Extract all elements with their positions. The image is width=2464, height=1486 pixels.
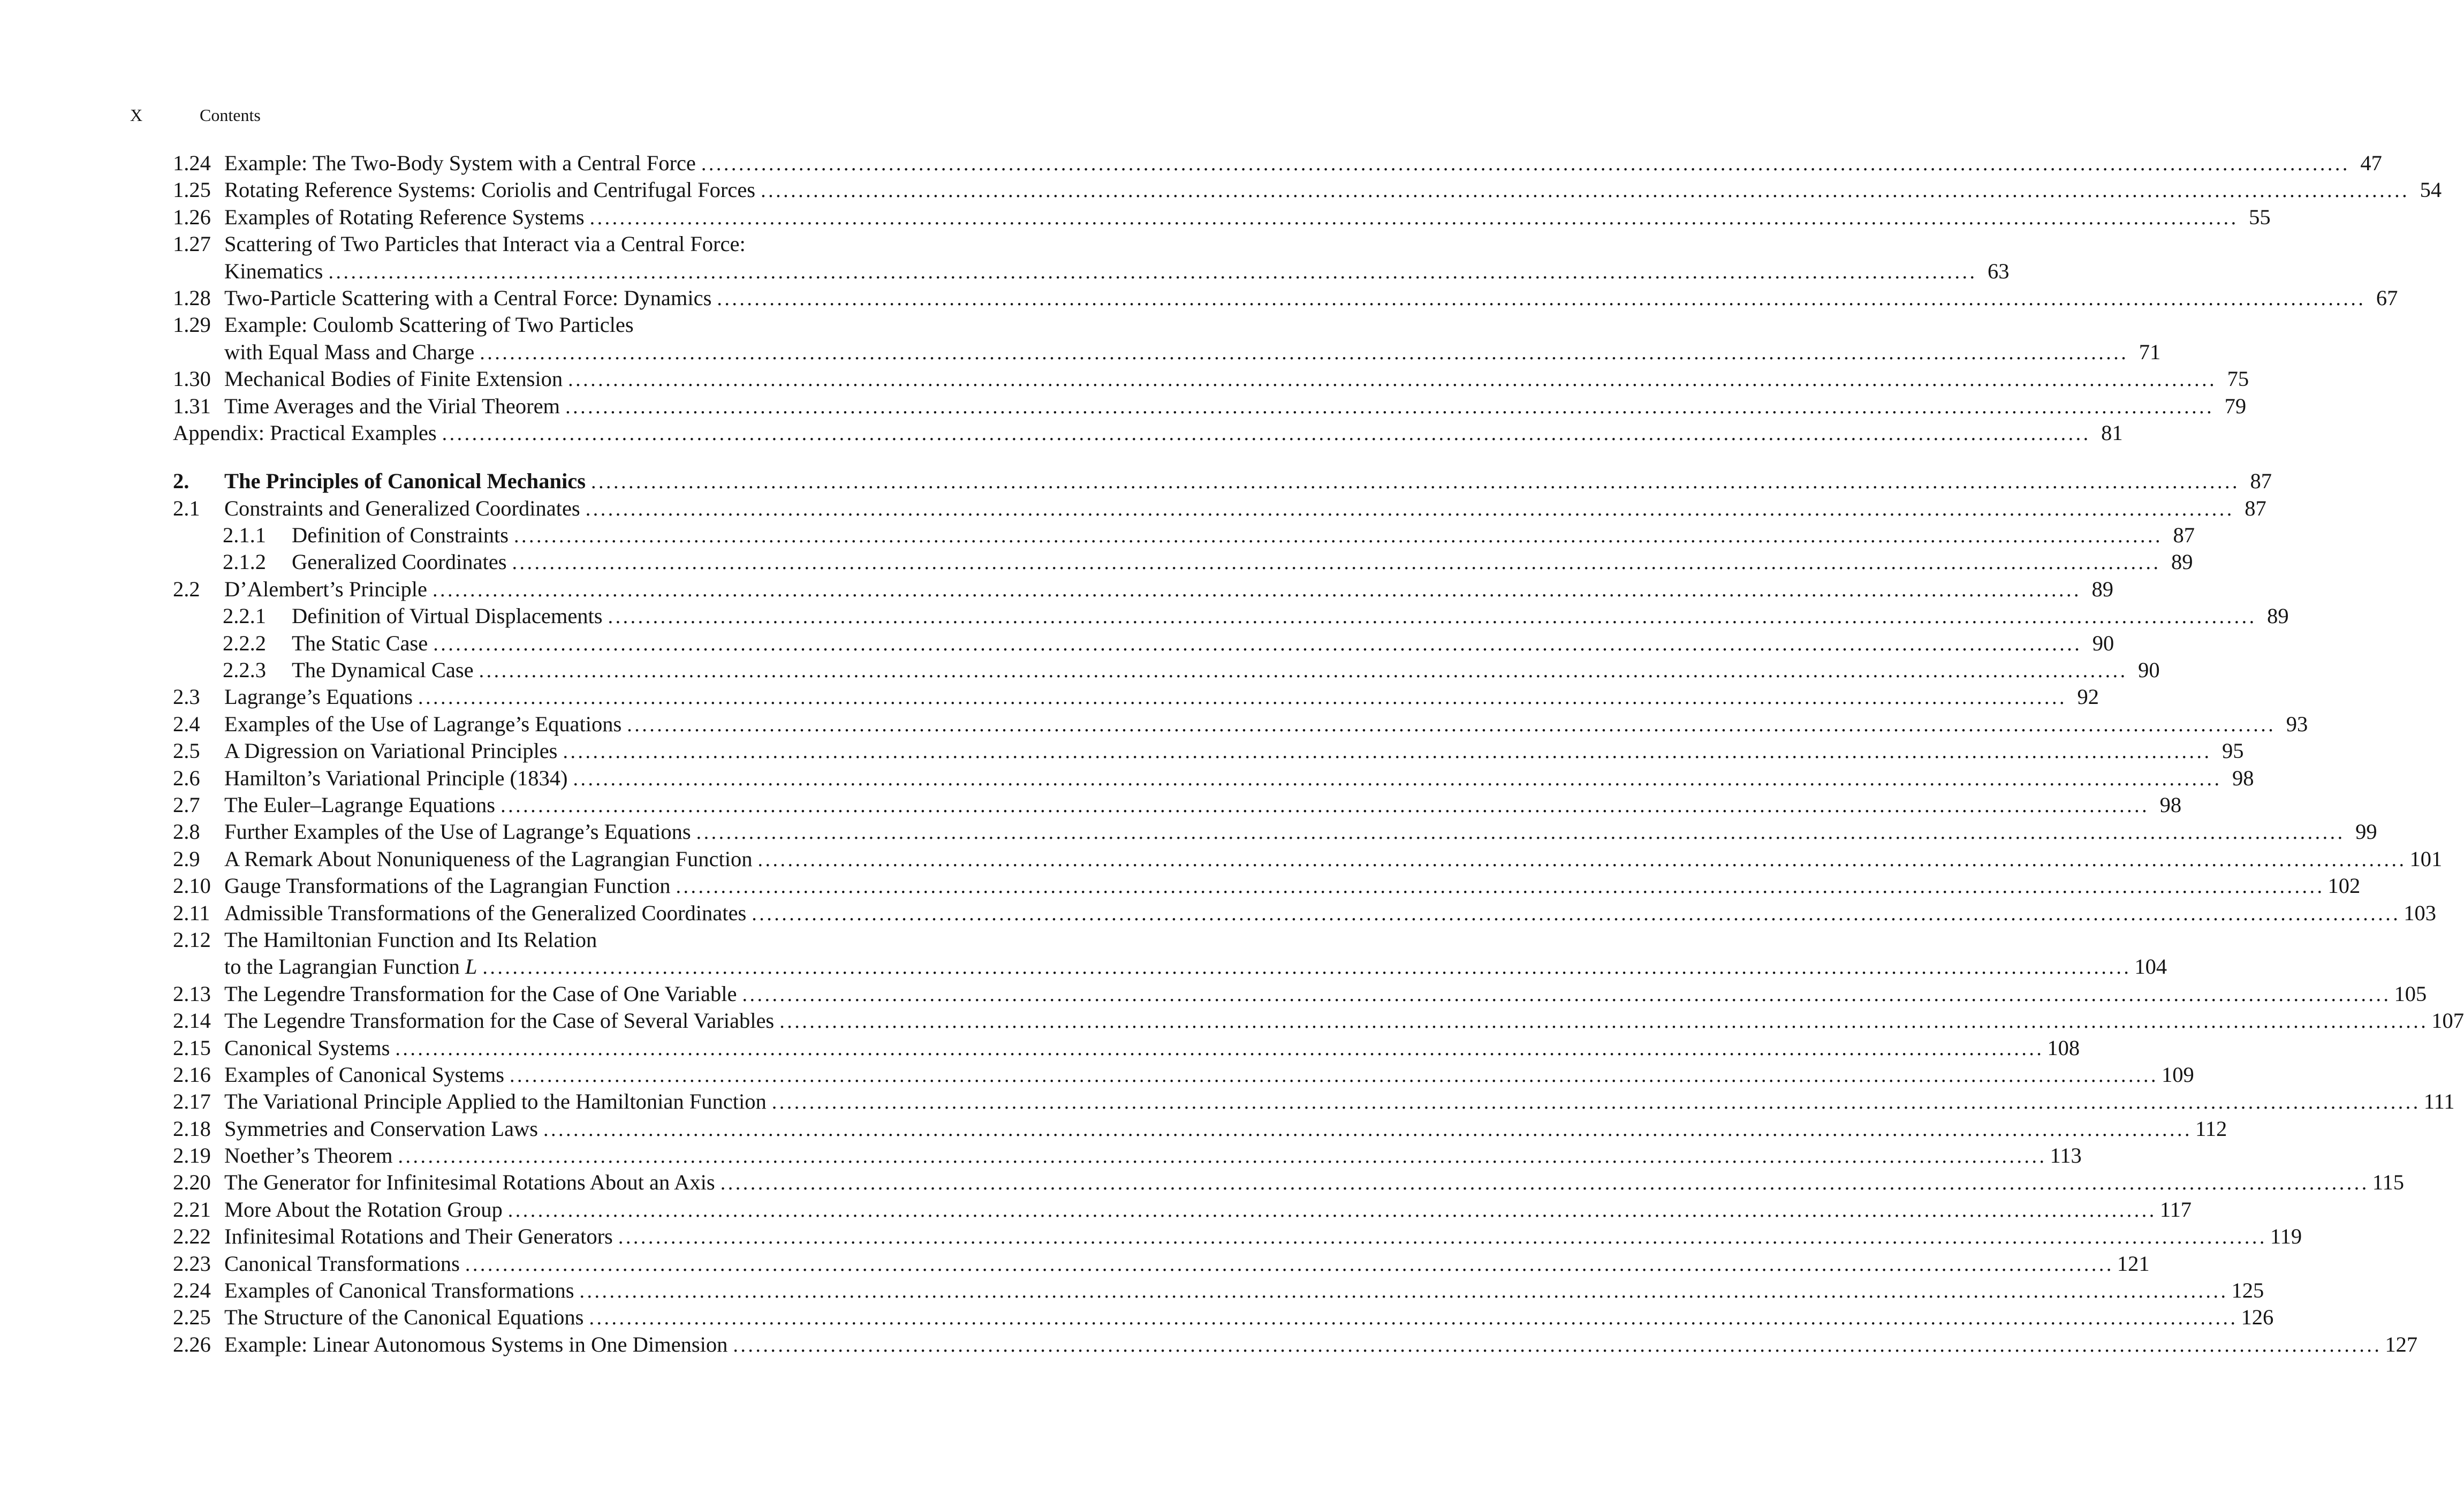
dot-leader: ............................................................................................................................................................................................................................ [717, 287, 2366, 310]
toc-entry-number: 2.20 [173, 1170, 211, 1195]
toc-entry-number: 1.30 [173, 367, 211, 391]
toc-entry [173, 1169, 2404, 1196]
dot-leader: ............................................................................................................................................................................................................................ [433, 578, 2082, 601]
toc-entry-line [224, 177, 2442, 204]
toc-entry-title: Constraints and Generalized Coordinates [224, 496, 580, 520]
toc-entry-title: The Structure of the Canonical Equations [224, 1305, 584, 1330]
dot-leader: ............................................................................................................................................................................................................................ [465, 1253, 2114, 1276]
toc-entry-line [292, 630, 2114, 657]
dot-leader: ............................................................................................................................................................................................................................ [696, 821, 2345, 844]
toc-entry-title: A Digression on Variational Principles [224, 739, 558, 763]
toc-entry-line [224, 285, 2398, 312]
toc-entry [173, 657, 2160, 684]
dot-leader: ............................................................................................................................................................................................................................ [618, 1226, 2267, 1249]
toc-entry-line [224, 1169, 2404, 1196]
toc-entry [173, 1116, 2227, 1142]
toc-entry-line [224, 846, 2443, 873]
toc-entry-line [224, 1196, 2192, 1224]
toc-entry-line [224, 1250, 2150, 1278]
toc-entry [173, 177, 2442, 203]
toc-entry [173, 468, 2272, 495]
toc-entry [173, 953, 2167, 980]
toc-entry-page: 92 [2077, 685, 2099, 709]
toc-entry [173, 1277, 2264, 1304]
toc-entry-title: with Equal Mass and Charge [224, 339, 475, 364]
toc-entry-title: Hamilton’s Variational Principle (1834) [224, 765, 568, 790]
toc-entry [173, 981, 2427, 1007]
toc-entry-line [224, 873, 2361, 900]
dot-leader: ............................................................................................................................................................................................................................ [590, 471, 2240, 494]
toc-entry-page: 121 [2117, 1251, 2150, 1276]
dot-leader: ............................................................................................................................................................................................................................ [482, 956, 2132, 979]
toc-entry-title: Symmetries and Conservation Laws [224, 1116, 539, 1141]
toc-entry-title: Canonical Transformations [224, 1251, 460, 1276]
toc-entry-title: Example: Coulomb Scattering of Two Particles [224, 313, 634, 337]
toc-entry-number: 2.2 [173, 577, 200, 601]
toc-entry-line [224, 1062, 2194, 1089]
toc-entry-page: 98 [2232, 765, 2254, 790]
toc-entry-line [224, 1277, 2264, 1305]
toc-entry-line [224, 231, 874, 258]
toc-entry [173, 339, 2161, 366]
toc-entry-page: 55 [2249, 204, 2271, 229]
toc-entry-page: 108 [2047, 1035, 2080, 1060]
toc-entry-number: 2.12 [173, 927, 211, 952]
toc-entry [173, 1223, 2302, 1250]
dot-leader: ............................................................................................................................................................................................................................ [720, 1172, 2369, 1195]
toc-entry [173, 927, 874, 953]
toc-entry-title: Lagrange’s Equations [224, 685, 413, 709]
dot-leader: ............................................................................................................................................................................................................................ [512, 551, 2161, 574]
dot-leader: ............................................................................................................................................................................................................................ [501, 794, 2150, 817]
toc-entry-page: 89 [2091, 577, 2114, 601]
toc-entry-number: 1.28 [173, 285, 211, 310]
toc-entry-number: 2.21 [173, 1197, 211, 1222]
dot-leader: ............................................................................................................................................................................................................................ [395, 1037, 2044, 1060]
toc-entry-line [292, 522, 2195, 549]
running-title: Contents [200, 105, 261, 125]
dot-leader: ............................................................................................................................................................................................................................ [442, 422, 2091, 445]
toc-entry-title: The Legendre Transformation for the Case of Several Variables [224, 1009, 775, 1033]
dot-leader: ............................................................................................................................................................................................................................ [608, 605, 2257, 628]
toc-entry-line [224, 1142, 2082, 1170]
dot-leader: ............................................................................................................................................................................................................................ [701, 153, 2350, 175]
dot-leader: ............................................................................................................................................................................................................................ [510, 1064, 2159, 1087]
toc-entry-title: Noether’s Theorem [224, 1143, 393, 1168]
toc-entry-title: Example: Linear Autonomous Systems in One Dimension [224, 1332, 728, 1356]
toc-entry-page: 126 [2241, 1305, 2274, 1330]
toc-entry-number: 2.2.3 [223, 658, 266, 683]
toc-entry-line [224, 393, 2247, 420]
toc-entry-line [224, 900, 2436, 927]
toc-entry [173, 630, 2114, 657]
toc-entry-number: 2.11 [173, 900, 210, 925]
page-folio: X [130, 105, 143, 125]
dot-leader: ............................................................................................................................................................................................................................ [479, 659, 2128, 683]
toc-entry-page: 117 [2159, 1197, 2192, 1222]
toc-entry-line [292, 603, 2289, 630]
toc-entry-number: 1.31 [173, 393, 211, 418]
toc-entry-title: The Legendre Transformation for the Case of One Variable [224, 981, 737, 1006]
dot-leader: ............................................................................................................................................................................................................................ [742, 983, 2391, 1006]
toc-entry-line [224, 150, 2382, 177]
dot-leader: ............................................................................................................................................................................................................................ [573, 767, 2222, 790]
toc-entry-line [224, 339, 2161, 366]
dot-leader: ............................................................................................................................................................................................................................ [418, 686, 2067, 709]
toc-entry-number: 2.1.1 [223, 523, 266, 548]
toc-entry-line [224, 765, 2254, 792]
toc-entry-line [224, 818, 2377, 846]
table-of-contents [173, 150, 2464, 1358]
toc-entry [173, 549, 2193, 575]
toc-entry-number: 2.26 [173, 1332, 211, 1356]
dot-leader: ............................................................................................................................................................................................................................ [733, 1333, 2382, 1356]
toc-entry-page: 112 [2195, 1116, 2227, 1141]
toc-entry-number: 1.25 [173, 178, 211, 202]
toc-entry-title: Examples of Rotating Reference Systems [224, 204, 585, 229]
toc-entry [173, 846, 2443, 873]
toc-entry [173, 873, 2361, 899]
toc-entry-line [292, 657, 2160, 684]
toc-entry-title: Rotating Reference Systems: Coriolis and Centrifugal Forces [224, 178, 756, 202]
toc-entry-page: 127 [2385, 1332, 2418, 1356]
toc-entry-page: 71 [2139, 339, 2161, 364]
toc-entry-title: The Variational Principle Applied to the Hamiltonian Function [224, 1089, 767, 1114]
toc-entry-title: The Principles of Canonical Mechanics [224, 469, 586, 494]
dot-leader: ............................................................................................................................................................................................................................ [627, 713, 2276, 736]
running-head [130, 102, 344, 128]
dot-leader: ............................................................................................................................................................................................................................ [507, 1199, 2157, 1222]
toc-entry-line [224, 1035, 2080, 1062]
toc-entry-line [292, 549, 2193, 576]
toc-entry [173, 1088, 2455, 1115]
toc-entry [173, 1331, 2418, 1358]
dot-leader: ............................................................................................................................................................................................................................ [771, 1091, 2421, 1114]
dot-leader: ............................................................................................................................................................................................................................ [568, 368, 2217, 391]
toc-entry-number: 2.16 [173, 1062, 211, 1087]
toc-entry-page: 98 [2159, 792, 2182, 817]
toc-entry-page: 111 [2423, 1089, 2455, 1114]
toc-entry-line [224, 684, 2099, 711]
toc-entry-page: 79 [2224, 393, 2247, 418]
toc-entry-page: 90 [2138, 658, 2160, 683]
toc-entry-line [224, 1007, 2464, 1035]
toc-entry-title: Kinematics [224, 259, 323, 283]
toc-entry-page: 87 [2173, 523, 2195, 548]
toc-entry-number: 2.10 [173, 874, 211, 898]
toc-entry [173, 1035, 2080, 1062]
toc-entry-page: 87 [2250, 469, 2272, 494]
dot-leader: ............................................................................................................................................................................................................................ [433, 632, 2082, 655]
toc-entry-page: 75 [2227, 367, 2249, 391]
toc-entry-title: The Hamiltonian Function and Its Relation [224, 927, 597, 952]
dot-leader: ............................................................................................................................................................................................................................ [565, 395, 2215, 418]
dot-leader: ............................................................................................................................................................................................................................ [563, 740, 2212, 763]
toc-entry-line [224, 495, 2266, 522]
toc-entry-number: 2.14 [173, 1009, 211, 1033]
dot-leader: ............................................................................................................................................................................................................................ [543, 1118, 2193, 1141]
toc-entry-number: 1.27 [173, 232, 211, 256]
toc-entry-page: 54 [2420, 178, 2442, 202]
toc-entry-title: Example: The Two-Body System with a Central Force [224, 151, 696, 175]
toc-entry [173, 738, 2244, 764]
toc-entry-number: 1.29 [173, 313, 211, 337]
toc-entry-line [224, 1304, 2274, 1331]
toc-entry [173, 1007, 2464, 1034]
toc-entry-number: 2.7 [173, 792, 200, 817]
toc-entry-number: 2.6 [173, 765, 200, 790]
toc-entry-title: Appendix: Practical Examples [173, 420, 437, 445]
toc-entry-title: The Generator for Infinitesimal Rotations About an Axis [224, 1170, 715, 1195]
toc-entry-page: 95 [2222, 739, 2244, 763]
toc-entry-page: 67 [2376, 285, 2398, 310]
toc-entry-line [224, 792, 2182, 819]
toc-entry-number: 2.1 [173, 496, 200, 520]
dot-leader: ............................................................................................................................................................................................................................ [676, 875, 2325, 898]
toc-entry-number: 2.2.2 [223, 631, 266, 655]
dot-leader: ............................................................................................................................................................................................................................ [398, 1145, 2047, 1168]
dot-leader: ............................................................................................................................................................................................................................ [585, 497, 2234, 520]
toc-entry-number: 2.23 [173, 1251, 211, 1276]
toc-entry-number: 2.17 [173, 1089, 211, 1114]
toc-entry [173, 285, 2398, 312]
toc-entry-line [224, 312, 874, 339]
toc-entry-title: Two-Particle Scattering with a Central Force: Dynamics [224, 285, 712, 310]
toc-entry-title: Admissible Transformations of the Generalized Coordinates [224, 900, 747, 925]
toc-entry-page: 115 [2372, 1170, 2404, 1195]
toc-entry [173, 150, 2382, 177]
toc-entry [173, 684, 2099, 710]
toc-entry-line [224, 711, 2308, 738]
toc-entry-title: Scattering of Two Particles that Interact via a Central Force: [224, 232, 746, 256]
toc-entry-number: 2.22 [173, 1224, 211, 1249]
toc-entry-title: A Remark About Nonuniqueness of the Lagrangian Function [224, 846, 753, 871]
toc-entry-page: 89 [2267, 604, 2289, 628]
dot-leader: ............................................................................................................................................................................................................................ [579, 1280, 2228, 1303]
toc-entry [173, 1062, 2194, 1088]
toc-entry-page: 89 [2171, 550, 2193, 574]
toc-entry-line [224, 576, 2114, 603]
toc-entry-number: 2. [173, 469, 189, 494]
toc-entry-page: 101 [2409, 846, 2443, 871]
toc-entry-line [224, 258, 2010, 285]
toc-entry-number: 2.3 [173, 685, 200, 709]
dot-leader: ............................................................................................................................................................................................................................ [589, 206, 2239, 229]
toc-entry [173, 818, 2377, 845]
toc-entry [173, 393, 2247, 420]
toc-entry [173, 420, 2123, 446]
toc-entry [173, 900, 2436, 927]
toc-entry-number: 2.15 [173, 1035, 211, 1060]
toc-entry-page: 81 [2101, 420, 2123, 445]
toc-entry-page: 99 [2355, 820, 2377, 844]
toc-entry [173, 603, 2289, 630]
toc-entry-number: 2.9 [173, 846, 200, 871]
toc-entry-title: Definition of Virtual Displacements [292, 604, 603, 628]
dot-leader: ............................................................................................................................................................................................................................ [328, 260, 1977, 283]
toc-entry-line [173, 420, 2123, 447]
toc-entry-page: 105 [2394, 981, 2427, 1006]
toc-entry-title: Time Averages and the Virial Theorem [224, 393, 560, 418]
toc-entry-number: 2.2.1 [223, 604, 266, 628]
toc-entry-number: 2.8 [173, 820, 200, 844]
toc-entry-title: Examples of the Use of Lagrange’s Equations [224, 711, 622, 736]
toc-entry [173, 1196, 2192, 1223]
toc-entry-page: 107 [2431, 1009, 2464, 1033]
dot-leader: ............................................................................................................................................................................................................................ [480, 341, 2129, 364]
toc-entry-title: Canonical Systems [224, 1035, 390, 1060]
toc-entry-number: 2.1.2 [223, 550, 266, 574]
toc-entry-number: 2.5 [173, 739, 200, 763]
toc-entry [173, 1142, 2082, 1169]
toc-entry-title: Definition of Constraints [292, 523, 509, 548]
toc-entry-page: 93 [2286, 711, 2308, 736]
toc-entry-number: 1.24 [173, 151, 211, 175]
toc-entry [173, 1304, 2274, 1331]
toc-entry-title: Examples of Canonical Transformations [224, 1278, 574, 1303]
toc-entry-line [224, 1088, 2455, 1116]
toc-entry-line [224, 1116, 2227, 1143]
toc-entry-number: 2.18 [173, 1116, 211, 1141]
toc-entry-page: 87 [2245, 496, 2266, 520]
toc-entry-title: Mechanical Bodies of Finite Extension [224, 367, 563, 391]
dot-leader: ............................................................................................................................................................................................................................ [752, 902, 2401, 925]
toc-entry [173, 495, 2266, 522]
toc-entry-number: 2.13 [173, 981, 211, 1006]
toc-entry-line [224, 1223, 2302, 1250]
toc-entry-line [224, 366, 2249, 393]
toc-entry-title: Infinitesimal Rotations and Their Generators [224, 1224, 613, 1249]
dot-leader: ............................................................................................................................................................................................................................ [589, 1307, 2238, 1330]
toc-entry [173, 1250, 2150, 1277]
toc-entry [173, 576, 2114, 603]
toc-entry-number: 2.19 [173, 1143, 211, 1168]
toc-entry-title: The Dynamical Case [292, 658, 474, 683]
dot-leader: ............................................................................................................................................................................................................................ [513, 525, 2163, 548]
toc-entry-line [224, 981, 2427, 1008]
toc-entry-title: The Static Case [292, 631, 428, 655]
toc-entry-page: 103 [2404, 900, 2436, 925]
toc-entry-page: 47 [2360, 151, 2382, 175]
toc-entry-page: 102 [2327, 874, 2361, 898]
toc-entry-page: 113 [2050, 1143, 2082, 1168]
toc-entry-title: Further Examples of the Use of Lagrange’s Equations [224, 820, 691, 844]
toc-entry [173, 522, 2195, 549]
toc-entry-title: Gauge Transformations of the Lagrangian Function [224, 874, 671, 898]
toc-entry-title: Generalized Coordinates [292, 550, 507, 574]
dot-leader: ............................................................................................................................................................................................................................ [779, 1010, 2429, 1033]
toc-entry [173, 366, 2249, 392]
toc-entry-line [224, 204, 2271, 231]
toc-entry [173, 204, 2271, 231]
toc-entry-line [224, 738, 2244, 765]
toc-entry-title: Examples of Canonical Systems [224, 1062, 505, 1087]
toc-entry [173, 231, 874, 257]
toc-entry [173, 312, 874, 338]
toc-entry-page: 119 [2270, 1224, 2302, 1249]
toc-entry-title: More About the Rotation Group [224, 1197, 503, 1222]
toc-entry-line [224, 927, 874, 954]
toc-entry [173, 258, 2010, 285]
toc-entry-page: 90 [2092, 631, 2114, 655]
dot-leader: ............................................................................................................................................................................................................................ [757, 848, 2407, 871]
toc-entry-page: 63 [1987, 259, 2010, 283]
toc-entry [173, 792, 2182, 818]
toc-entry-page: 125 [2231, 1278, 2264, 1303]
toc-entry [173, 765, 2254, 792]
toc-entry-number: 2.25 [173, 1305, 211, 1330]
toc-entry-line [224, 468, 2272, 495]
toc-entry-number: 2.24 [173, 1278, 211, 1303]
toc-entry-number: 2.4 [173, 711, 200, 736]
toc-entry-page: 104 [2134, 954, 2167, 979]
toc-entry [173, 711, 2308, 738]
toc-entry-number: 1.26 [173, 204, 211, 229]
toc-entry-line [224, 1331, 2418, 1359]
toc-entry-title: The Euler–Lagrange Equations [224, 792, 496, 817]
toc-entry-title: to the Lagrangian Function L [224, 954, 477, 979]
toc-entry-line [224, 953, 2167, 981]
toc-entry-title: D’Alembert’s Principle [224, 577, 428, 601]
toc-entry-page: 109 [2162, 1062, 2194, 1087]
dot-leader: ............................................................................................................................................................................................................................ [761, 179, 2410, 202]
